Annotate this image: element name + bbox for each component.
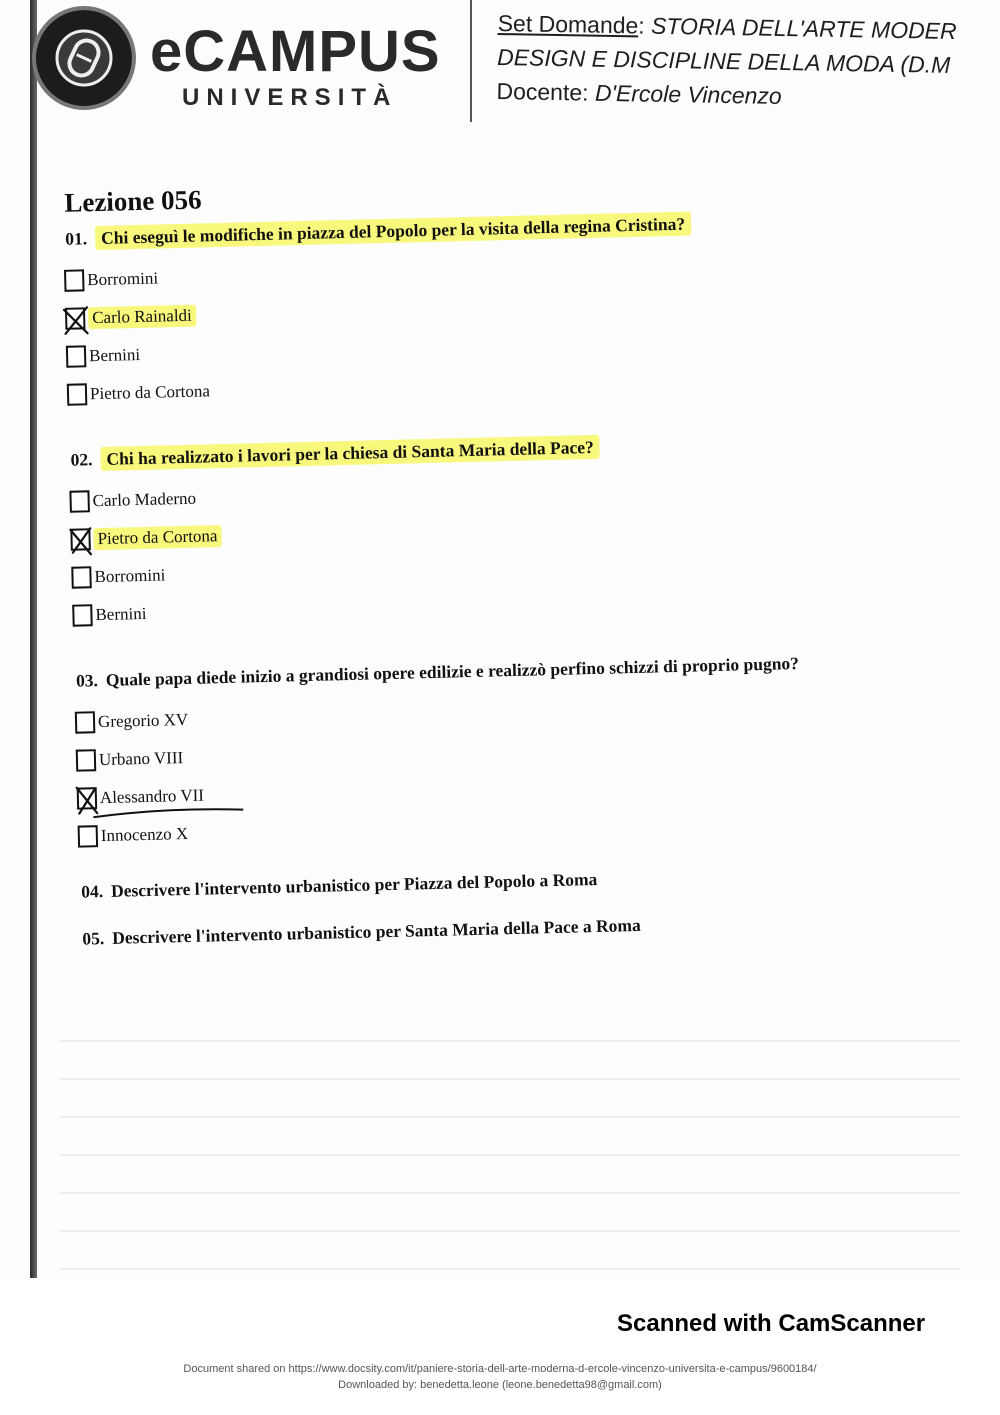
course-header: Set Domande: STORIA DELL'ARTE MODER DESIGN E DISCIPLINE DELLA MODA (D.M Docente: D'Ercole Vincenzo xyxy=(496,6,1000,117)
checkbox[interactable] xyxy=(64,269,85,291)
ecampus-logo xyxy=(150,19,441,112)
checkbox[interactable] xyxy=(78,825,99,847)
option-label: Pietro da Cortona xyxy=(89,381,211,404)
option-label: Carlo Maderno xyxy=(92,488,197,511)
checkbox[interactable] xyxy=(66,345,87,367)
checkbox-checked[interactable] xyxy=(65,307,86,329)
checkbox[interactable] xyxy=(76,749,97,771)
course-line: DESIGN E DISCIPLINE DELLA MODA (D.M xyxy=(496,43,951,78)
footer-shared-link: Document shared on https://www.docsity.com/it/paniere-storia-dell-arte-moderna-d-ercole-vincenzo-universita-e-campus/9600184/ xyxy=(183,1363,817,1375)
set-value: STORIA DELL'ARTE MODER xyxy=(650,12,957,45)
lesson-title: Lezione 056 xyxy=(63,184,202,218)
question-sheet xyxy=(56,166,995,962)
question-text: Descrivere l'intervento urbanistico per Santa Maria della Pace a Roma xyxy=(111,914,641,948)
question-number: 04. xyxy=(80,881,104,902)
question-05 xyxy=(82,906,994,949)
handwritten-check-icon xyxy=(66,524,99,559)
checkbox[interactable] xyxy=(67,383,88,405)
question-text: Chi eseguì le modifiche in piazza del Popolo per la visita della regina Cristina? xyxy=(95,211,692,250)
question-number: 03. xyxy=(75,670,99,691)
question-text: Descrivere l'intervento urbanistico per Piazza del Popolo a Roma xyxy=(110,868,598,901)
option-label: Gregorio XV xyxy=(97,709,189,732)
page-edge-shadow xyxy=(30,0,37,1278)
checkbox[interactable] xyxy=(71,566,92,588)
checkbox[interactable] xyxy=(72,604,93,626)
checkbox[interactable] xyxy=(69,490,90,512)
question-text: Quale papa diede inizio a grandiosi opere edilizie e realizzò perfino schizzi di proprio pugno? xyxy=(105,652,800,690)
scanner-watermark: Scanned with CamScanner xyxy=(617,1310,926,1337)
option-label: Innocenzo X xyxy=(100,823,189,846)
question-number: 01. xyxy=(64,228,88,249)
teacher-label: Docente: xyxy=(496,77,589,106)
bleed-through-text xyxy=(60,1040,960,1270)
question-text: Chi ha realizzato i lavori per la chiesa di Santa Maria della Pace? xyxy=(100,435,600,471)
checkbox-checked[interactable] xyxy=(70,528,91,550)
logo-sub-text: UNIVERSITÀ xyxy=(182,84,398,111)
handwritten-check-icon xyxy=(61,303,94,338)
option-label: Pietro da Cortona xyxy=(93,525,221,550)
footer-downloaded-by: Downloaded by: benedetta.leone (leone.benedetta98@gmail.com) xyxy=(338,1379,662,1391)
set-label: Set Domande xyxy=(497,9,639,39)
option-label: Borromini xyxy=(94,565,166,587)
logo-main-text: eCAMPUS xyxy=(150,19,441,84)
option-label: Urbano VIII xyxy=(98,748,184,770)
question-number: 05. xyxy=(82,928,105,949)
option-label: Bernini xyxy=(95,603,147,625)
teacher-name: D'Ercole Vincenzo xyxy=(594,79,782,109)
question-number: 02. xyxy=(70,449,93,470)
option-label: Alessandro VII xyxy=(99,785,205,808)
option-label: Carlo Rainaldi xyxy=(88,305,196,330)
question-04 xyxy=(81,859,993,902)
checkbox[interactable] xyxy=(75,711,96,733)
university-seal-icon xyxy=(36,10,132,106)
option-label: Borromini xyxy=(87,268,159,290)
header-divider xyxy=(470,0,472,122)
option-label: Bernini xyxy=(88,344,141,366)
